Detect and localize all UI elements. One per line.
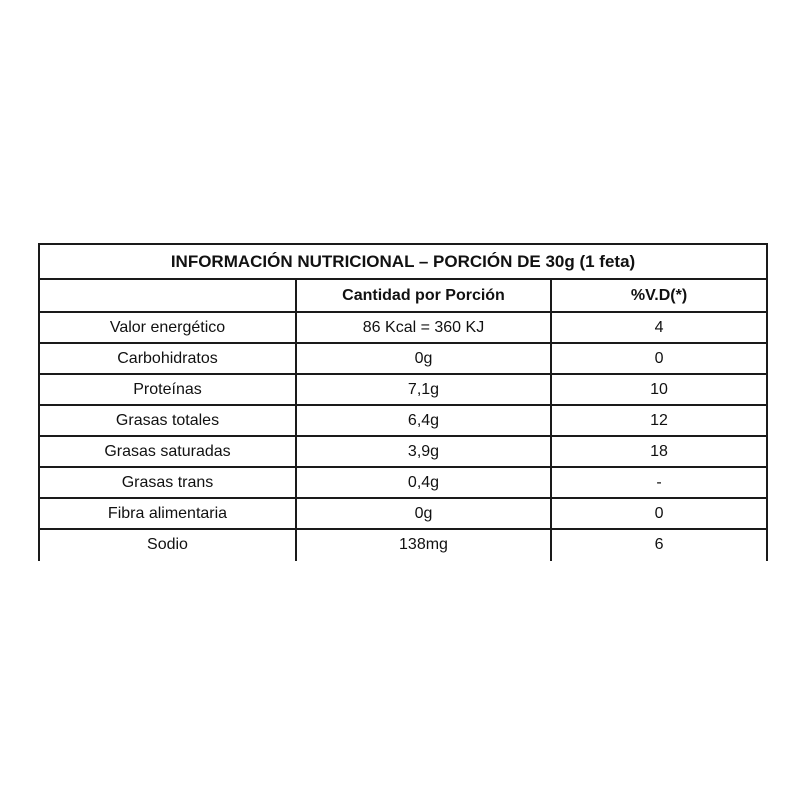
table-row [39,405,767,436]
table-title: INFORMACIÓN NUTRICIONAL – PORCIÓN DE 30g (1 feta) [39,244,767,279]
nutrient-name: Grasas trans [39,467,296,498]
nutrient-name: Grasas totales [39,405,296,436]
table-row [39,498,767,529]
nutrient-name: Fibra alimentaria [39,498,296,529]
table-row [39,343,767,374]
nutrient-name: Grasas saturadas [39,436,296,467]
nutrient-daily-value: - [551,467,767,498]
table-header-row [39,279,767,312]
header-daily-value: %V.D(*) [551,279,767,312]
nutrient-daily-value: 12 [551,405,767,436]
nutrient-daily-value: 0 [551,343,767,374]
header-nutrient [39,279,296,312]
nutrient-quantity: 0g [296,498,551,529]
nutrient-quantity: 86 Kcal = 360 KJ [296,312,551,343]
table-row [39,374,767,405]
nutrient-daily-value: 4 [551,312,767,343]
header-quantity: Cantidad por Porción [296,279,551,312]
nutrient-quantity: 138mg [296,529,551,560]
nutrient-name: Carbohidratos [39,343,296,374]
table-title-row [39,244,767,279]
table-row [39,529,767,560]
nutrient-quantity: 0,4g [296,467,551,498]
table-row [39,467,767,498]
nutrient-daily-value: 6 [551,529,767,560]
nutrient-quantity: 0g [296,343,551,374]
nutrient-quantity: 7,1g [296,374,551,405]
nutrient-name: Valor energético [39,312,296,343]
nutrient-name: Proteínas [39,374,296,405]
nutrient-quantity: 3,9g [296,436,551,467]
table-row [39,312,767,343]
nutrient-name: Sodio [39,529,296,560]
nutrient-daily-value: 0 [551,498,767,529]
table-row [39,436,767,467]
nutrient-quantity: 6,4g [296,405,551,436]
nutrition-facts-table [38,243,768,561]
nutrient-daily-value: 18 [551,436,767,467]
nutrient-daily-value: 10 [551,374,767,405]
